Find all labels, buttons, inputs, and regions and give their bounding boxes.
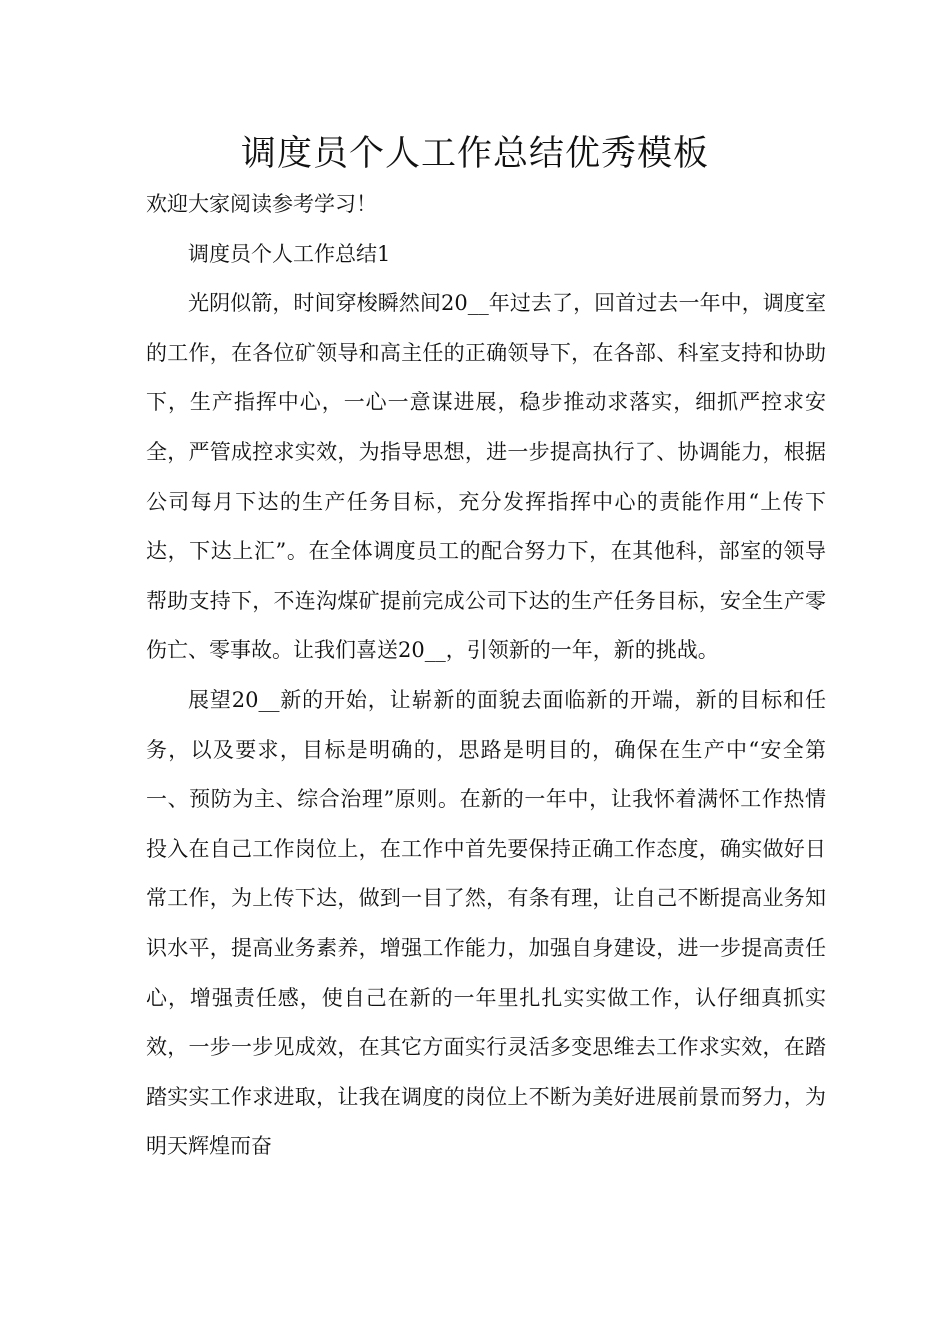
section-heading: 调度员个人工作总结1 xyxy=(188,241,391,266)
document-title: 调度员个人工作总结优秀模板 xyxy=(240,134,709,174)
document-body xyxy=(146,180,826,1172)
body-paragraph: 展望20__新的开始，让崭新的面貌去面临新的开端，新的目标和任务，以及要求，目标是明确的，思路是明目的，确保在生产中“安全第一、预防为主、综合治理”原则。在新的一年中，让我怀着满怀工作热情投入在自己工作岗位上，在工作中首先要保持正确工作态度，确实做好日常工作，为上传下达，做到一目了然，有条有理，让自己不断提高业务知识水平，提高业务素养，增强工作能力，加强自身建设，进一步提高责任心，增强责任感，使自己在新的一年里扎扎实实做工作，认仔细真抓实效，一步一步见成效，在其它方面实行灵活多变思维去工作求实效，在踏踏实实工作求进取，让我在调度的岗位上不断为美好进展前景而努力，为明天辉煌而奋 xyxy=(146,687,826,1159)
intro-line: 欢迎大家阅读参考学习！ xyxy=(146,192,377,216)
body-paragraph: 光阴似箭，时间穿梭瞬然间20__年过去了，回首过去一年中，调度室的工作，在各位矿领导和高主任的正确领导下，在各部、科室支持和协助下，生产指挥中心，一心一意谋进展，稳步推动求落实，细抓严控求安全，严管成控求实效，为指导思想，进一步提高执行了、协调能力，根据公司每月下达的生产任务目标，充分发挥指挥中心的责能作用“上传下达，下达上汇”。在全体调度员工的配合努力下，在其他科，部室的领导帮助支持下，不连沟煤矿提前完成公司下达的生产任务目标，安全生产零伤亡、零事故。让我们喜送20__，引领新的一年，新的挑战。 xyxy=(146,291,826,663)
